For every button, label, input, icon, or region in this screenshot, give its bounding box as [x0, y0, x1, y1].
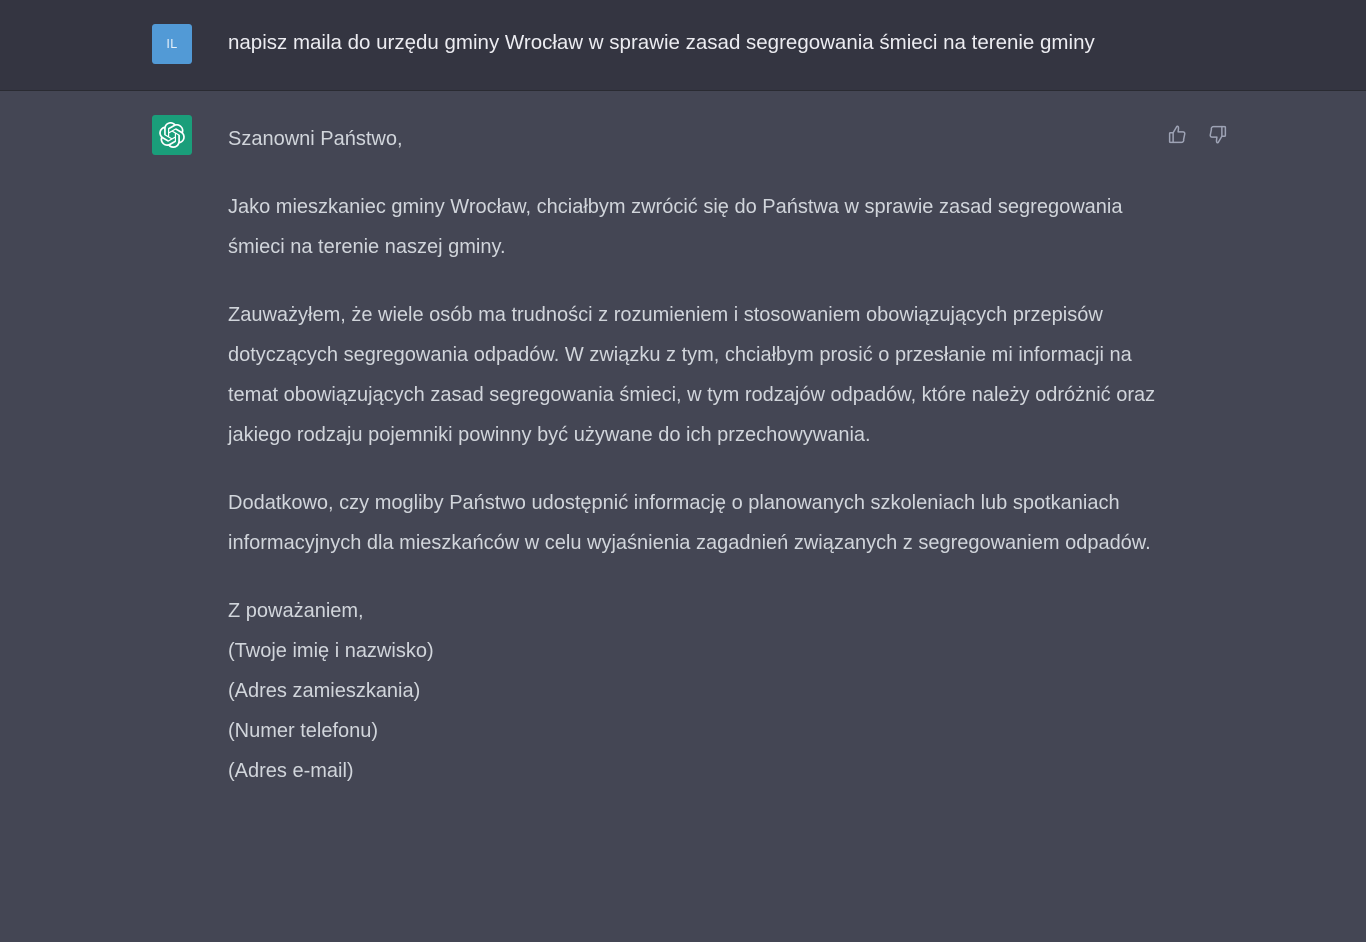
- user-message-block: [0, 0, 1366, 91]
- assistant-paragraph-greeting: Szanowni Państwo,: [228, 128, 403, 150]
- signature-name-placeholder: (Twoje imię i nazwisko): [228, 640, 434, 662]
- signature-phone-placeholder: (Numer telefonu): [228, 720, 379, 742]
- user-avatar-initials: IL: [166, 37, 178, 51]
- assistant-paragraph-intro: Jako mieszkaniec gminy Wrocław, chciałbym zwrócić się do Państwa w sprawie zasad segregowania śmieci na terenie naszej gminy.: [228, 196, 1129, 258]
- thumbs-down-button[interactable]: [1206, 123, 1228, 145]
- user-message-text: napisz maila do urzędu gminy Wrocław w sprawie zasad segregowania śmieci na terenie gminy: [228, 31, 1095, 54]
- openai-logo-icon: [159, 122, 185, 148]
- assistant-paragraph-request: Zauważyłem, że wiele osób ma trudności z rozumieniem i stosowaniem obowiązujących przepisów dotyczących segregowania odpadów. W związku z tym, chciałbym prosić o przesłanie mi informacji na temat obowiązujących zasad segregowania śmieci, w tym rodzajów odpadów, które należy odróżnić oraz jakiego rodzaju pojemniki powinny być używane do ich przechowywania.: [228, 304, 1161, 446]
- signature-closing: Z poważaniem,: [228, 600, 364, 622]
- assistant-paragraph-additional: Dodatkowo, czy mogliby Państwo udostępnić informację o planowanych szkoleniach lub spotkaniach informacyjnych dla mieszkańców w celu wyjaśnienia zagadnień związanych z segregowaniem odpadów.: [228, 492, 1151, 554]
- thumbs-up-icon: [1167, 124, 1188, 145]
- assistant-message-block: [0, 91, 1366, 942]
- message-feedback-controls: [1166, 123, 1228, 145]
- thumbs-down-icon: [1207, 124, 1228, 145]
- user-message-inner: [0, 24, 1366, 64]
- assistant-signature-block: [228, 591, 1178, 791]
- assistant-avatar: [152, 115, 192, 155]
- signature-address-placeholder: (Adres zamieszkania): [228, 680, 421, 702]
- assistant-message-text: [228, 115, 1178, 791]
- thumbs-up-button[interactable]: [1166, 123, 1188, 145]
- signature-email-placeholder: (Adres e-mail): [228, 760, 354, 782]
- user-avatar: [152, 24, 192, 64]
- assistant-message-inner: [0, 115, 1366, 912]
